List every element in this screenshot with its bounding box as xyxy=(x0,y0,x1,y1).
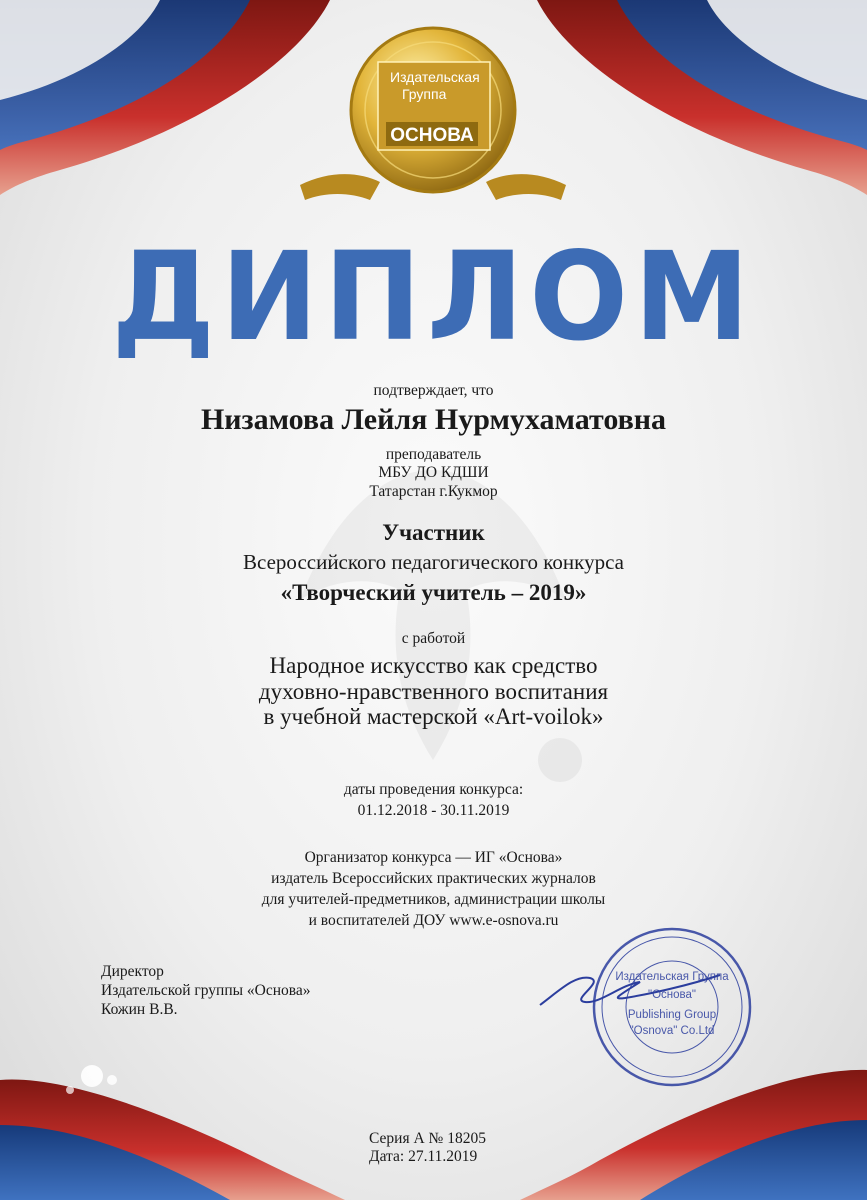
diploma-title: ДИПЛОМ xyxy=(111,226,756,369)
stamp-line4: "Osnova" Co.Ltd xyxy=(629,1025,715,1037)
organizer-line2: издатель Всероссийских практических журналов xyxy=(271,870,596,887)
coat-of-arms-watermark xyxy=(300,470,582,782)
contest-type: Всероссийского педагогического конкурса xyxy=(243,550,624,574)
organizer-line3: для учителей-предметников, администрации школы xyxy=(261,891,606,908)
dates-label: даты проведения конкурса: xyxy=(343,781,524,798)
stamp-line2: "Основа" xyxy=(648,989,696,1001)
work-title-line2: духовно-нравственного воспитания xyxy=(258,679,609,704)
logo-line1: Издательская xyxy=(390,69,480,85)
dates-range: 01.12.2018 - 30.11.2019 xyxy=(357,802,510,819)
organizer-line1: Организатор конкурса — ИГ «Основа» xyxy=(304,849,563,866)
signatory-org: Издательской группы «Основа» xyxy=(101,982,311,999)
recipient-organization: МБУ ДО КДШИ xyxy=(378,464,489,481)
recipient-name: Низамова Лейля Нурмухаматовна xyxy=(200,403,667,436)
contest-name: «Творческий учитель – 2019» xyxy=(280,580,587,605)
confirms-text: подтверждает, что xyxy=(373,382,494,399)
recipient-position: преподаватель xyxy=(385,446,482,463)
series-number: Серия А № 18205 xyxy=(369,1130,486,1147)
publisher-logo xyxy=(300,28,566,200)
issue-date: Дата: 27.11.2019 xyxy=(369,1148,478,1165)
work-intro: с работой xyxy=(401,630,466,647)
stamp-line3: Publishing Group xyxy=(627,1009,717,1021)
logo-brand: ОСНОВА xyxy=(390,125,474,146)
series-block xyxy=(369,1130,486,1166)
signatory-block xyxy=(101,962,311,1019)
organizer-line4: и воспитателей ДОУ www.e-osnova.ru xyxy=(308,912,559,929)
work-title-line3: в учебной мастерской «Art-voilok» xyxy=(263,704,604,729)
recipient-location: Татарстан г.Кукмор xyxy=(369,483,498,500)
signatory-role: Директор xyxy=(101,963,164,980)
award-status: Участник xyxy=(382,520,485,545)
official-stamp xyxy=(594,929,750,1085)
sparkle xyxy=(81,1065,103,1087)
stamp-line1: Издательская Группа xyxy=(615,971,729,983)
work-title-line1: Народное искусство как средство xyxy=(269,653,598,678)
logo-line2: Группа xyxy=(402,86,447,102)
signatory-name: Кожин В.В. xyxy=(101,1001,178,1018)
